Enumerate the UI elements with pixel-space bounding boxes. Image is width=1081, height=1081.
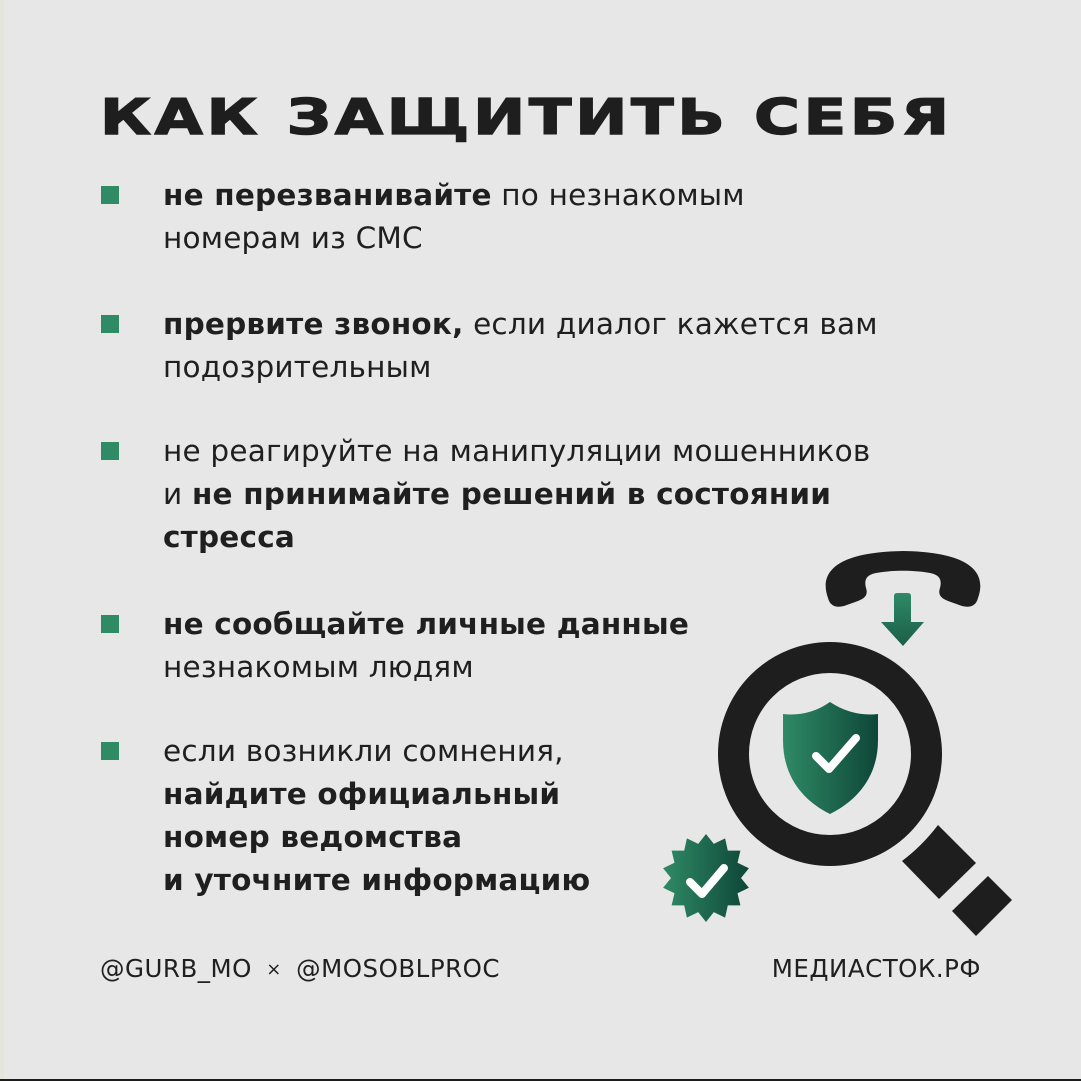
tip-text-bold: не сообщайте личные данные — [163, 607, 690, 641]
tip-text-bold: номер ведомства — [163, 820, 463, 854]
tip-item — [163, 303, 1023, 389]
footer-separator: × — [266, 959, 282, 980]
tip-line — [163, 859, 1023, 902]
tip-item — [163, 174, 1023, 260]
left-edge-line — [0, 0, 4, 1081]
tip-text: номерам из СМС — [163, 221, 423, 255]
bullet-square-icon — [101, 186, 119, 204]
tip-text: если возникли сомнения, — [163, 734, 564, 768]
tip-text: и — [163, 477, 192, 511]
tip-text: по незнакомым — [491, 178, 745, 212]
tip-text-bold: стресса — [163, 520, 295, 554]
footer-handles — [100, 954, 500, 983]
tip-text: не реагируйте на манипуляции мошенников — [163, 434, 871, 468]
tip-line — [163, 303, 1023, 346]
tip-text: подозрительным — [163, 350, 432, 384]
bullet-square-icon — [101, 442, 119, 460]
tip-line — [163, 603, 1023, 646]
footer-site[interactable]: МЕДИАСТОК.РФ — [771, 954, 981, 983]
tip-text-bold: найдите официальный — [163, 777, 561, 811]
tip-line — [163, 516, 1023, 559]
bullet-square-icon — [101, 615, 119, 633]
tip-item — [163, 730, 1023, 902]
bullet-square-icon — [101, 315, 119, 333]
tip-line — [163, 730, 1023, 773]
tip-line — [163, 174, 1023, 217]
tip-line — [163, 646, 1023, 689]
tip-item — [163, 430, 1023, 559]
tip-line — [163, 346, 1023, 389]
page-title: КАК ЗАЩИТИТЬ СЕБЯ — [100, 89, 953, 146]
tip-text-bold: и уточните информацию — [163, 863, 591, 897]
tip-text: незнакомым людям — [163, 650, 474, 684]
tip-line — [163, 473, 1023, 516]
tip-text-bold: прервите звонок, — [163, 307, 464, 341]
phone-handset-icon — [826, 551, 981, 607]
tip-line — [163, 430, 1023, 473]
tip-line — [163, 217, 1023, 260]
bullet-square-icon — [101, 742, 119, 760]
footer-handle-gurb[interactable]: @GURB_MO — [100, 954, 252, 983]
tip-text-bold: не перезванивайте — [163, 178, 492, 212]
tip-line — [163, 816, 1023, 859]
tip-text-bold: не принимайте решений в состоянии — [191, 477, 832, 511]
tip-text: если диалог кажется вам — [463, 307, 878, 341]
tip-item — [163, 603, 1023, 689]
footer-handle-mosoblproc[interactable]: @MOSOBLPROC — [296, 954, 501, 983]
tip-line — [163, 773, 1023, 816]
